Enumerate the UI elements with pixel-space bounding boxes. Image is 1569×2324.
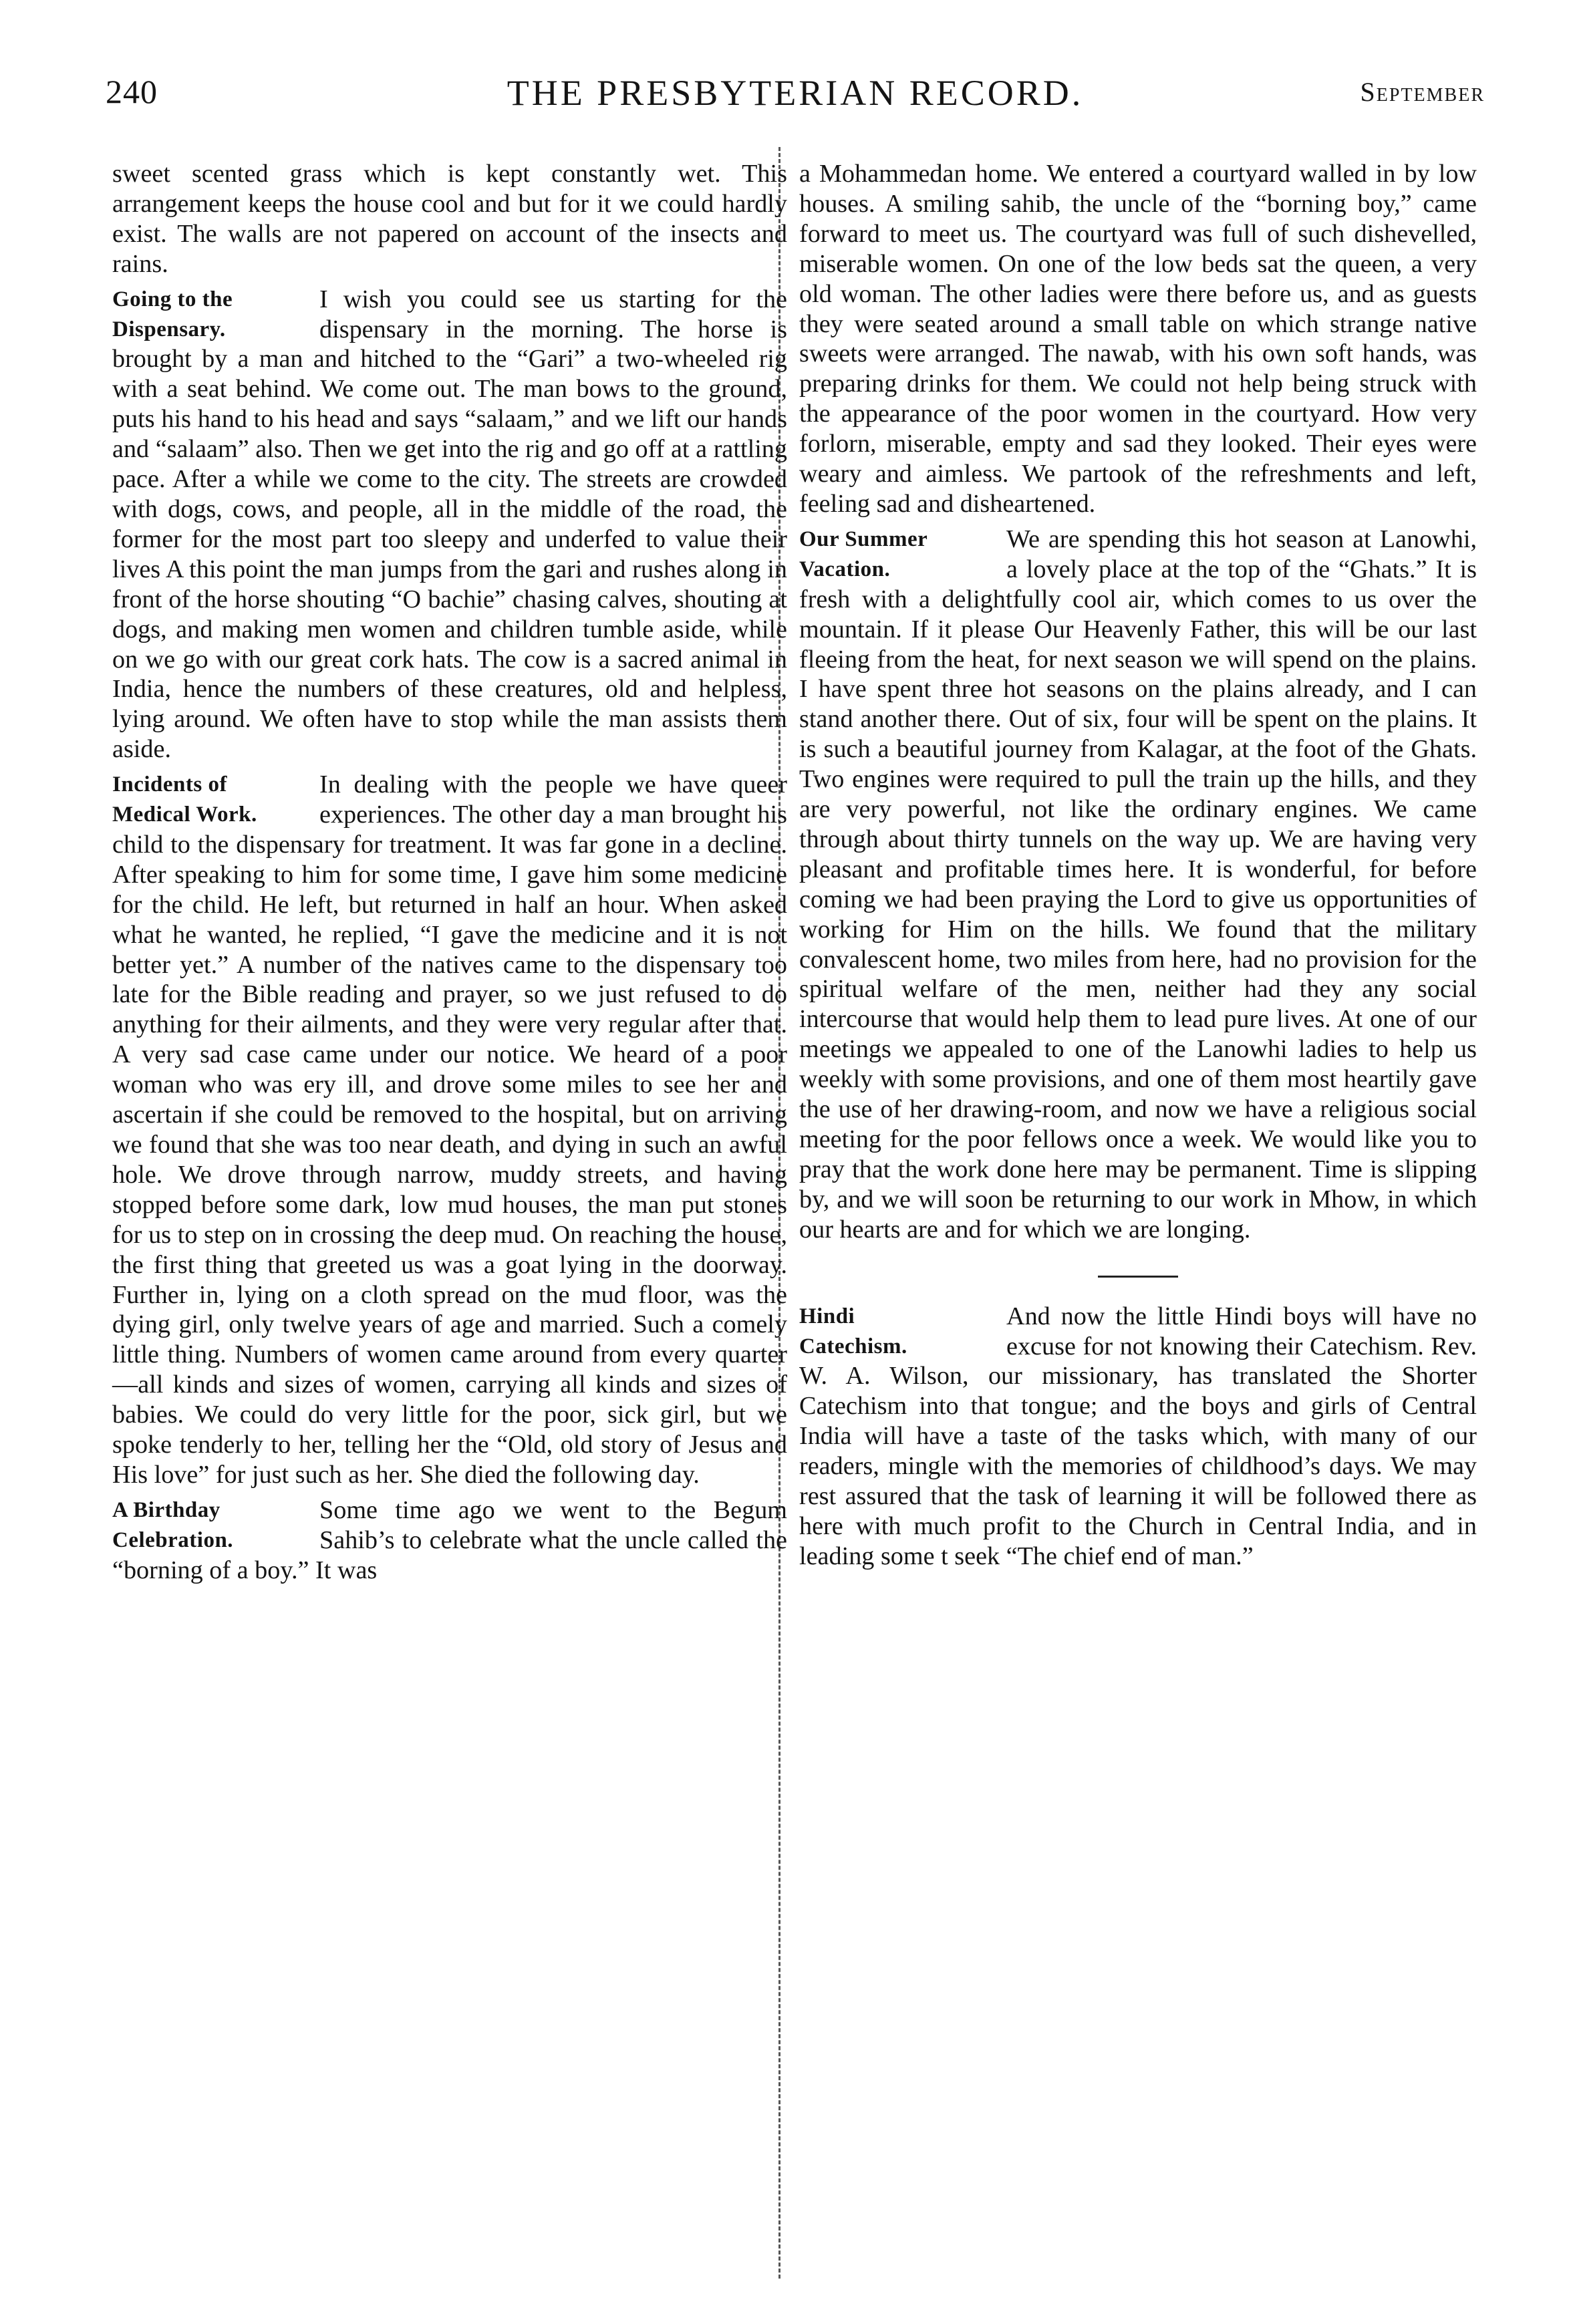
article-section (112, 770, 787, 1490)
side-heading-line: A Birthday (112, 1497, 221, 1522)
left-intro-paragraph: sweet scented grass which is kept constantly wet. This arrangement keeps the house cool and but for it we could hardly exist. The walls are not papered on account of the insects and rains. (112, 160, 787, 278)
article-section (799, 525, 1477, 1245)
section-side-heading (112, 1495, 313, 1556)
side-heading-line: Medical Work. (112, 803, 257, 827)
section-side-heading (112, 285, 313, 345)
section-text: We are spending this hot season at Lanowhi, a lovely place at the top of the “Ghats.” It is fresh with a delightfully cool air, which comes to us over the mountain. If it please Our Heavenly Father, this will be our last fleeing from the heat, for next season we will spend on the plains. I have spent three hot seasons on the plains already, and I can stand another there. Out of six, four will be spent on the plains. It is such a beautiful journey from Kalagar, at the foot of the Ghats. Two engines were required to pull the train up the hills, and they are very powerful, not like the ordinary engines. We came through about thirty tunnels on the way up. We are having very pleasant and profitable times here. It is wonderful, for before coming we had been praying the Lord to give us opportunities of working for Him on the hills. We found that the military convalescent home, two miles from here, had no provision for the spiritual welfare of the men, neither had they any social intercourse that would help them to lead pure lives. At one of our meetings we appealed to one of the Lanowhi ladies to help us weekly with some provisions, and one of them most heartily gave the use of her drawing-room, and now we have a religious social meeting for the poor fellows once a week. We would like you to pray that the work done here may be permanent. Time is slipping by, and we will soon be returning to our work in Mhow, in which our hearts are and for which we are longing. (799, 525, 1477, 1244)
right-intro-paragraph: a Mohammedan home. We entered a courtyard walled in by low houses. A smiling sahib, the uncle of the “borning boy,” came forward to meet us. The courtyard was full of such dishevelled, miserable women. On one of the low beds sat the queen, a very old woman. The other ladies were there before us, and as guests they were seated around a small table on which strange native sweets were arranged. The nawab, with his own soft hands, was preparing drinks for them. We could not help being struck with the appearance of the poor women in the courtyard. How very forlorn, miserable, empty and sad they looked. Their eyes were weary and aimless. We partook of the refreshments and left, feeling sad and disheartened. (799, 160, 1477, 518)
section-side-heading (799, 1302, 1000, 1362)
side-heading-line: Celebration. (112, 1528, 234, 1552)
side-heading-line: Catechism. (799, 1334, 907, 1358)
section-side-heading (112, 770, 313, 830)
section-text: And now the little Hindi boys will have no excuse for not knowing their Catechism. Rev. W. A. Wilson, our missionary, has translated the Shorter Catechism into that tongue; and the boys and girls of Central India will have a taste of the tasks which, with many of our readers, mingle with the memories of childhood’s days. We may rest assured that the task of learning it will be followed there as here with much profit to the Church in Central India, and in leading some t seek “The chief end of man.” (799, 1302, 1477, 1570)
section-text: In dealing with the people we have queer experiences. The other day a man brought his child to the dispensary for treatment. It was far gone in a decline. After speaking to him for some time, I gave him some medicine for the child. He left, but returned in half an hour. When asked what he wanted, he replied, “I gave the medicine and it is not better yet.” A number of the natives came to the dispensary too late for the Bible reading and prayer, so we just refused to do anything for their ailments, and they were very regular after that. A very sad case came under our notice. We heard of a poor woman who was ery ill, and drove some miles to see her and ascertain if she could be removed to the hospital, but on arriving we found that she was too near death, and dying in such an awful hole. We drove through narrow, muddy streets, and having stopped before some dark, low mud houses, the man put stones for us to step on in crossing the deep mud. On reaching the house, the first thing that greeted us was a goat lying in the doorway. Further in, lying on a cloth spread on the mud floor, was the dying girl, only twelve years of age and married. Such a comely little thing. Numbers of women came around from every quarter—all kinds and sizes of women, carrying all kinds and sizes of babies. We could do very little for the poor, sick girl, but we spoke tenderly to her, telling her the “Old, old story of Jesus and His love” for just such as her. She died the following day. (112, 770, 787, 1489)
page-number: 240 (106, 73, 158, 110)
side-heading-line: Going to the (112, 287, 233, 311)
side-heading-line: Incidents of (112, 772, 227, 797)
journal-title: THE PRESBYTERIAN RECORD. (507, 73, 1084, 113)
section-text: I wish you could see us starting for the dispensary in the morning. The horse is brought by a man and hitched to the “Gari” a two-wheeled rig with a seat behind. We come out. The man bows to the ground, puts his hand to his head and says “salaam,” and we lift our hands and “salaam” also. Then we get into the rig and go off at a rattling pace. After a while we come to the city. The streets are crowded with dogs, cows, and people, all in the middle of the road, the former for the most part too sleepy and underfed to value their lives A this point the man jumps from the gari and rushes along in front of the horse shouting “O bachie” chasing calves, shouting at dogs, and making men women and children tumble aside, while on we go with our great cork hats. The cow is a sacred animal in India, hence the numbers of these creatures, old and helpless, lying around. We often have to stop while the man assists them aside. (112, 285, 787, 764)
right-column (799, 159, 1477, 1572)
section-rule (1098, 1276, 1178, 1278)
section-side-heading (799, 525, 1000, 585)
issue-month: September (1360, 77, 1485, 107)
side-heading-line: Vacation. (799, 557, 891, 581)
section-text: Some time ago we went to the Begum Sahib’s to celebrate what the uncle called the “borning of a boy.” It was (112, 1495, 787, 1584)
page-header (106, 72, 1485, 126)
left-column (112, 159, 787, 1586)
article-section (799, 1302, 1477, 1572)
article-section (112, 1495, 787, 1586)
side-heading-line: Hindi (799, 1304, 855, 1328)
side-heading-line: Dispensary. (112, 317, 226, 341)
article-section (112, 285, 787, 765)
side-heading-line: Our Summer (799, 527, 928, 551)
